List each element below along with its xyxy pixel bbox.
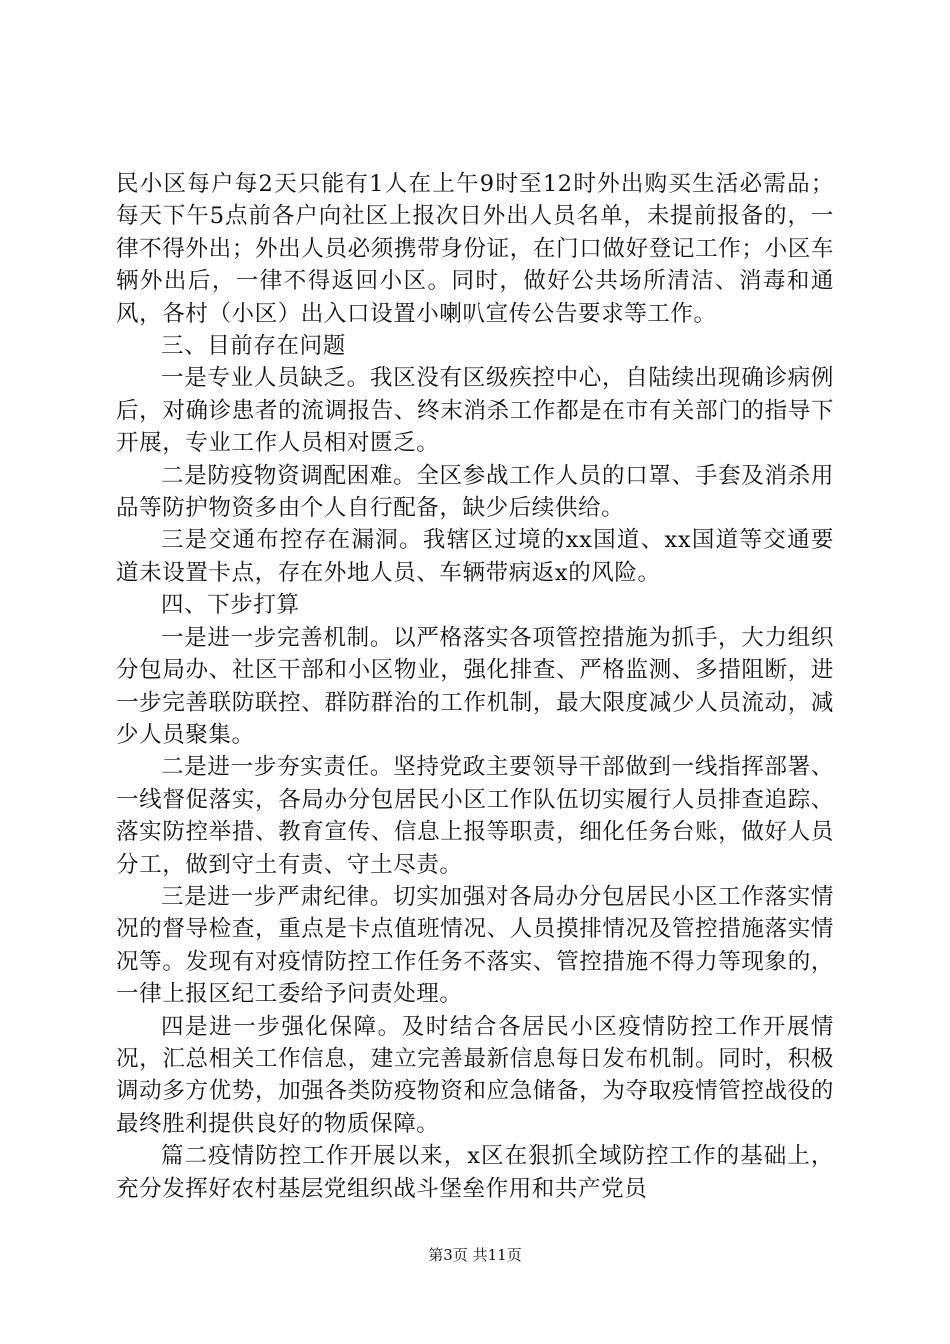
paragraph-plan-4: 四是进一步强化保障。及时结合各居民小区疫情防控工作开展情况，汇总相关工作信息，建立完善最新信息每日发布机制。同时，积极调动多方优势，加强各类防疫物资和应急储备，为夺取疫情管控战役的最终胜利提供良好的物质保障。 [116,1013,834,1137]
document-body [116,168,834,1205]
paragraph-plan-3: 三是进一步严肃纪律。切实加强对各局办分包居民小区工作落实情况的督导检查，重点是卡点值班情况、人员摸排情况及管控措施落实情况等。发现有对疫情防控工作任务不落实、管控措施不得力等现象的，一律上报区纪工委给予问责处理。 [116,883,834,1008]
paragraph-problem-1: 一是专业人员缺乏。我区没有区级疾控中心，自陆续出现确诊病例后，对确诊患者的流调报告、终末消杀工作都是在市有关部门的指导下开展，专业工作人员相对匮乏。 [116,365,834,457]
paragraph-plan-2: 二是进一步夯实责任。坚持党政主要领导干部做到一线指挥部署、一线督促落实，各局办分包居民小区工作队伍切实履行人员排查追踪、落实防控举措、教育宣传、信息上报等职责，细化任务台账，做好人员分工，做到守土有责、守土尽责。 [116,754,834,878]
paragraph-part-two-intro: 篇二疫情防控工作开展以来，x区在狠抓全域防控工作的基础上，充分发挥好农村基层党组织战斗堡垒作用和共产党员 [116,1143,834,1202]
paragraph-plan-1: 一是进一步完善机制。以严格落实各项管控措施为抓手，大力组织分包局办、社区干部和小区物业，强化排查、严格监测、多措阻断，进一步完善联防联控、群防群治的工作机制，最大限度减少人员流动，减少人员聚集。 [116,624,834,748]
paragraph-problem-3: 三是交通布控存在漏洞。我辖区过境的xx国道、xx国道等交通要道未设置卡点，存在外地人员、车辆带病返x的风险。 [116,527,834,586]
paragraph-1: 民小区每户每2天只能有1人在上午9时至12时外出购买生活必需品；每天下午5点前各户向社区上报次日外出人员名单，未提前报备的，一律不得外出；外出人员必须携带身份证，在门口做好登记工作；小区车辆外出后，一律不得返回小区。同时，做好公共场所清洁、消毒和通风，各村（小区）出入口设置小喇叭宣传公告要求等工作。 [116,171,834,327]
section-heading-next-steps: 四、下步打算 [161,592,300,619]
section-heading-current-problems: 三、目前存在问题 [161,333,346,360]
paragraph-problem-2: 二是防疫物资调配困难。全区参战工作人员的口罩、手套及消杀用品等防护物资多由个人自行配备，缺少后续供给。 [116,462,834,522]
page-number-footer: 第3页 共11页 [428,1246,522,1264]
